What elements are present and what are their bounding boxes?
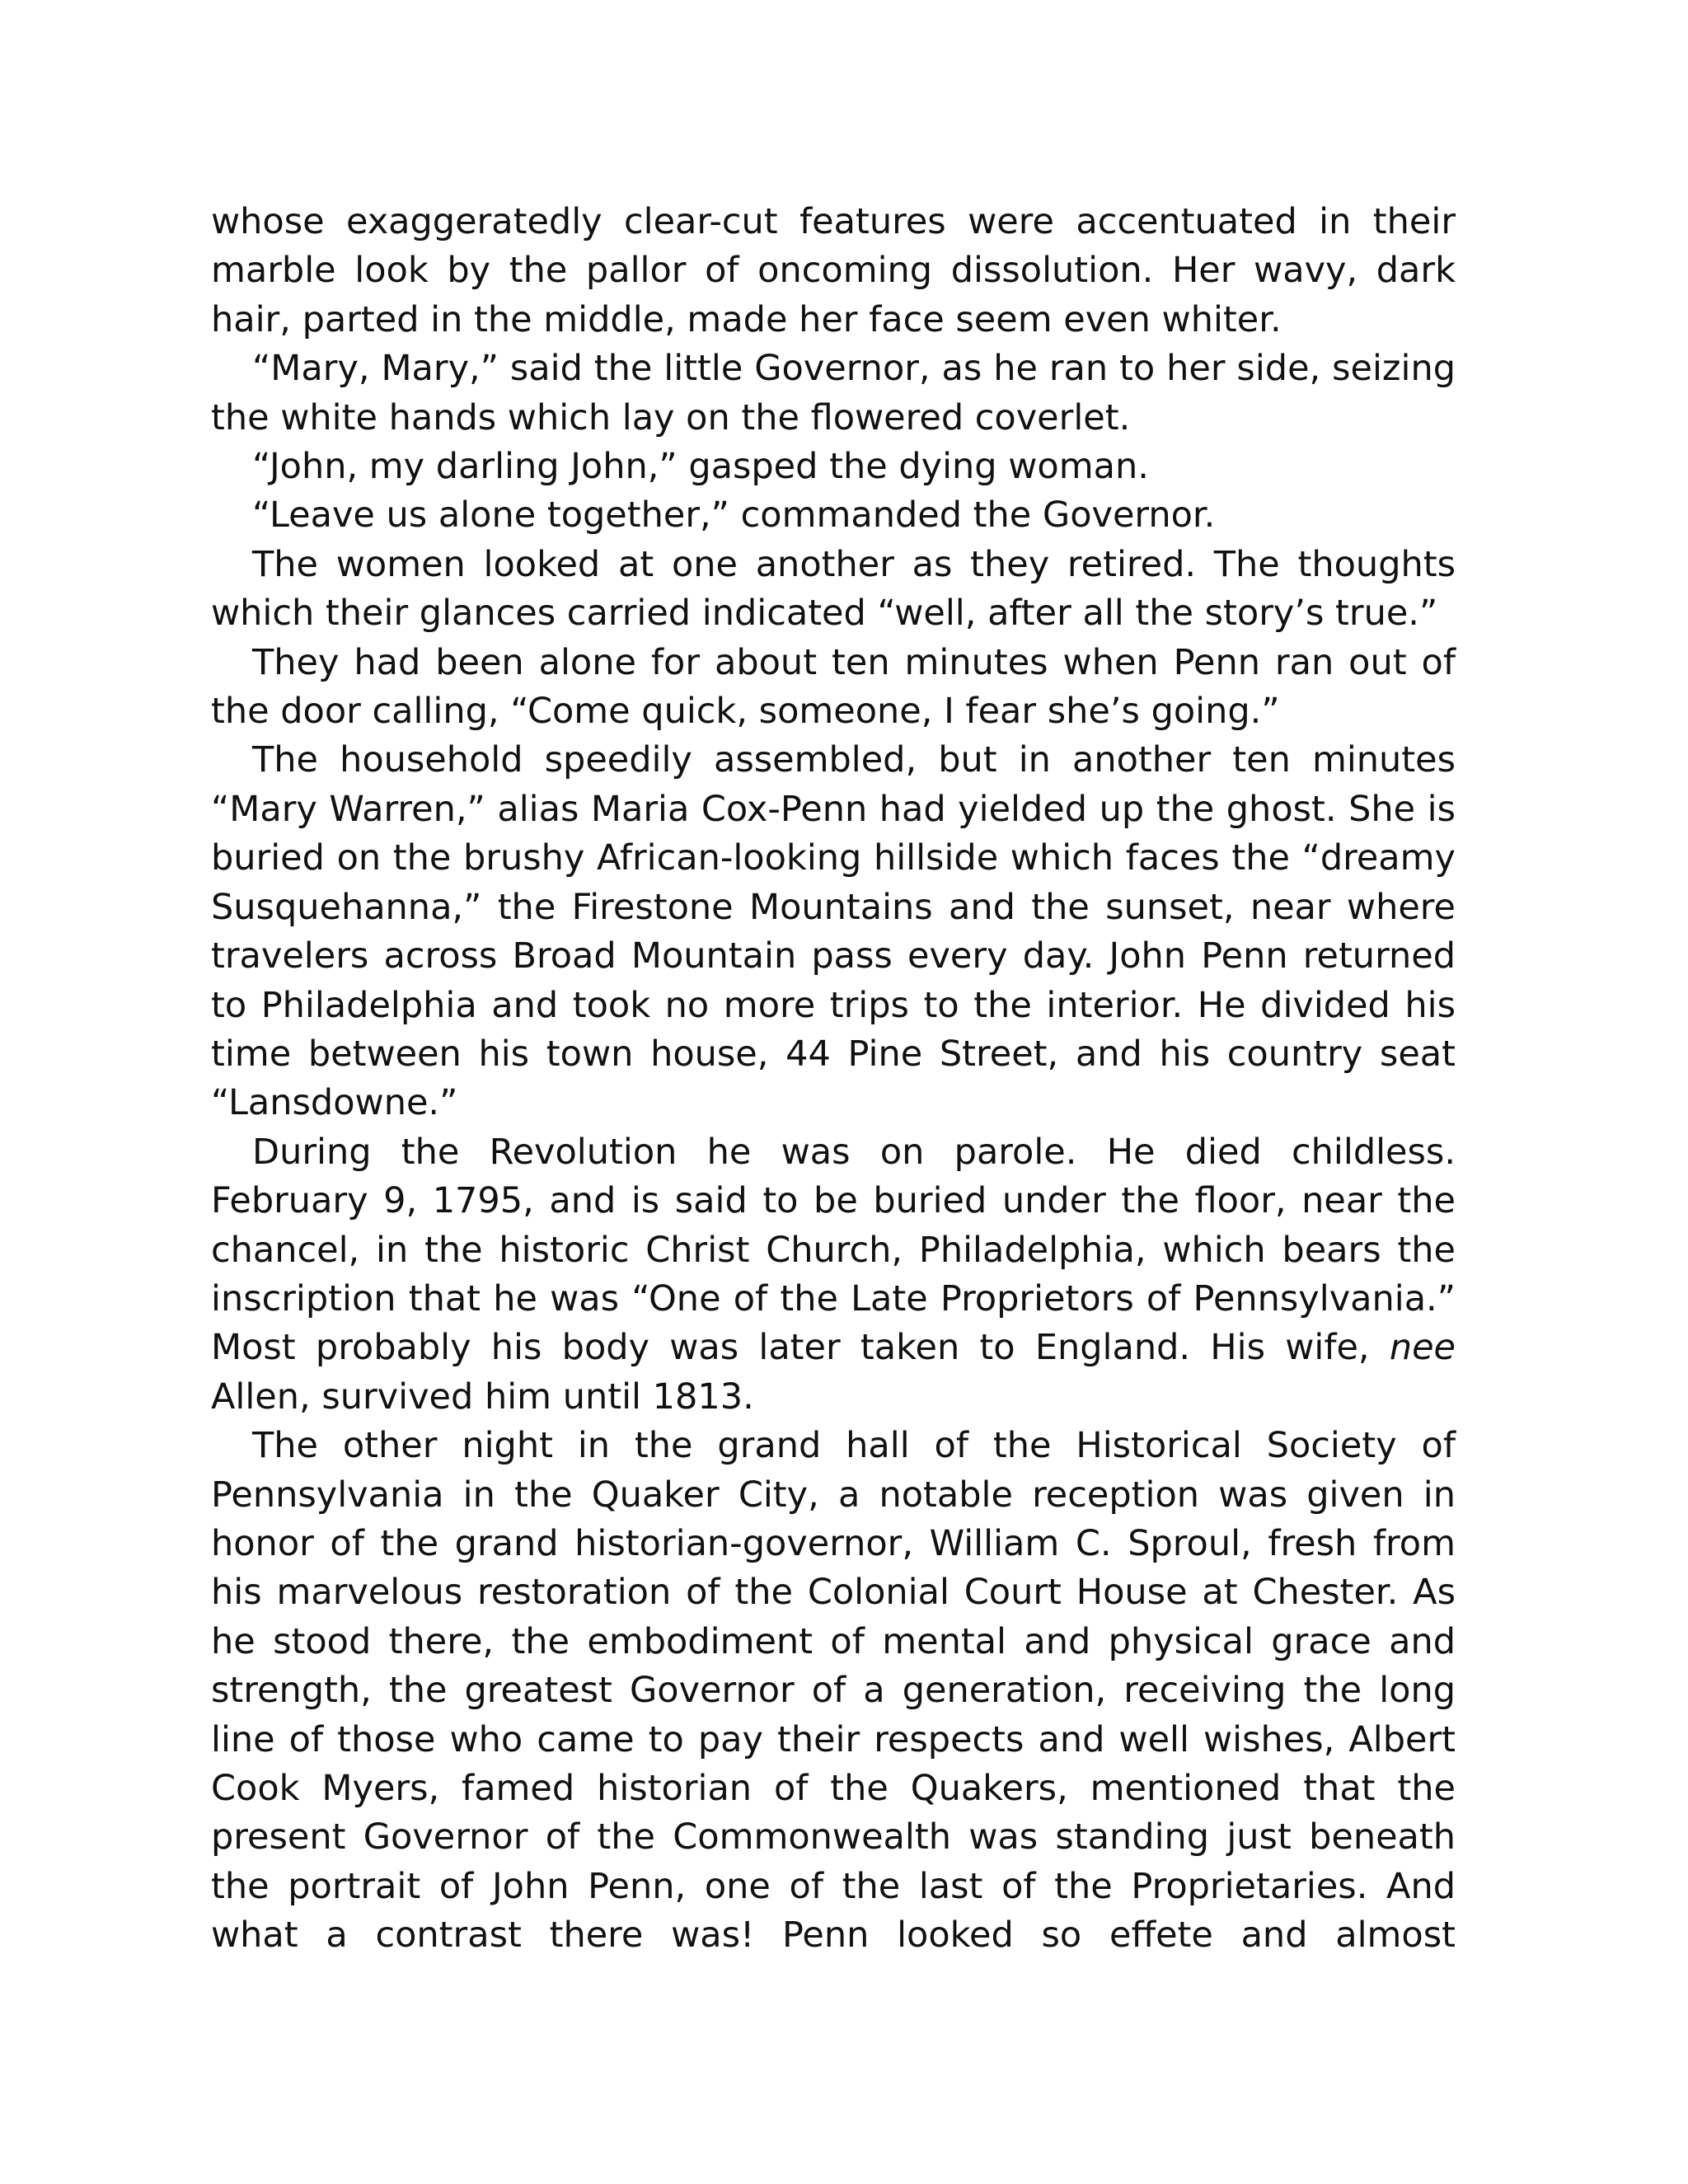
paragraph-historical-society: The other night in the grand hall of the Historical Society of Pennsylvania in the Quaker City, a notable reception was given in honor of the grand historian-governor, William C. Sproul, fresh from his marvelous restoration of the Colonial Court House at Chester. As he stood there, the embodiment of mental and physical grace and strength, the greatest Governor of a generation, receiving the long line of those who came to pay their respects and well wishes, Albert Cook Myers, famed historian of the Quakers, mentioned that the present Governor of the Commonwealth was standing just beneath the portrait of John Penn, one of the last of the Proprietaries. And what a contrast there was! Penn looked so effete and almost	[211, 1425, 1456, 1957]
paragraph-continuation: whose exaggeratedly clear-cut features were accentuated in their marble look by the pallor of oncoming dissolution. Her wavy, dark hair, parted in the middle, made her face seem even whiter.	[211, 201, 1456, 340]
paragraph-mary-mary: “Mary, Mary,” said the little Governor, as he ran to her side, seizing the white hands which lay on the flowered coverlet.	[211, 348, 1456, 438]
paragraph-women-looked: The women looked at one another as they retired. The thoughts which their glances carried indicated “well, after all the story’s true.”	[211, 543, 1456, 635]
italic-word-nee: nee	[1389, 1327, 1456, 1369]
paragraph-revolution-parole	[211, 1128, 1456, 1422]
paragraph-revolution-text-after: Allen, survived him until 1813.	[211, 1376, 754, 1418]
paragraph-alone-ten-minutes: They had been alone for about ten minutes when Penn ran out of the door calling, “Come quick, someone, I fear she’s going.”	[211, 641, 1456, 733]
body-text	[211, 198, 1456, 1961]
paragraph-john-darling: “John, my darling John,” gasped the dying woman.	[252, 446, 1149, 488]
paragraph-leave-us-alone: “Leave us alone together,” commanded the Governor.	[252, 494, 1216, 537]
paragraph-revolution-text-before: During the Revolution he was on parole. He died childless. February 9, 1795, and is said to be buried under the floor, near the chancel, in the historic Christ Church, Philadelphia, which bears the inscription that he was “One of the Late Proprietors of Pennsylvania.” Most probably his body was later taken to England. His wife,	[211, 1131, 1456, 1369]
paragraph-household-assembled: The household speedily assembled, but in another ten minutes “Mary Warren,” alias Maria Cox-Penn had yielded up the ghost. She is buried on the brushy African-looking hillside which faces the “dreamy Susquehanna,” the Firestone Mountains and the sunset, near where travelers across Broad Mountain pass every day. John Penn returned to Philadelphia and took no more trips to the interior. He divided his time between his town house, 44 Pine Street, and his country seat “Lansdowne.”	[211, 739, 1456, 1124]
